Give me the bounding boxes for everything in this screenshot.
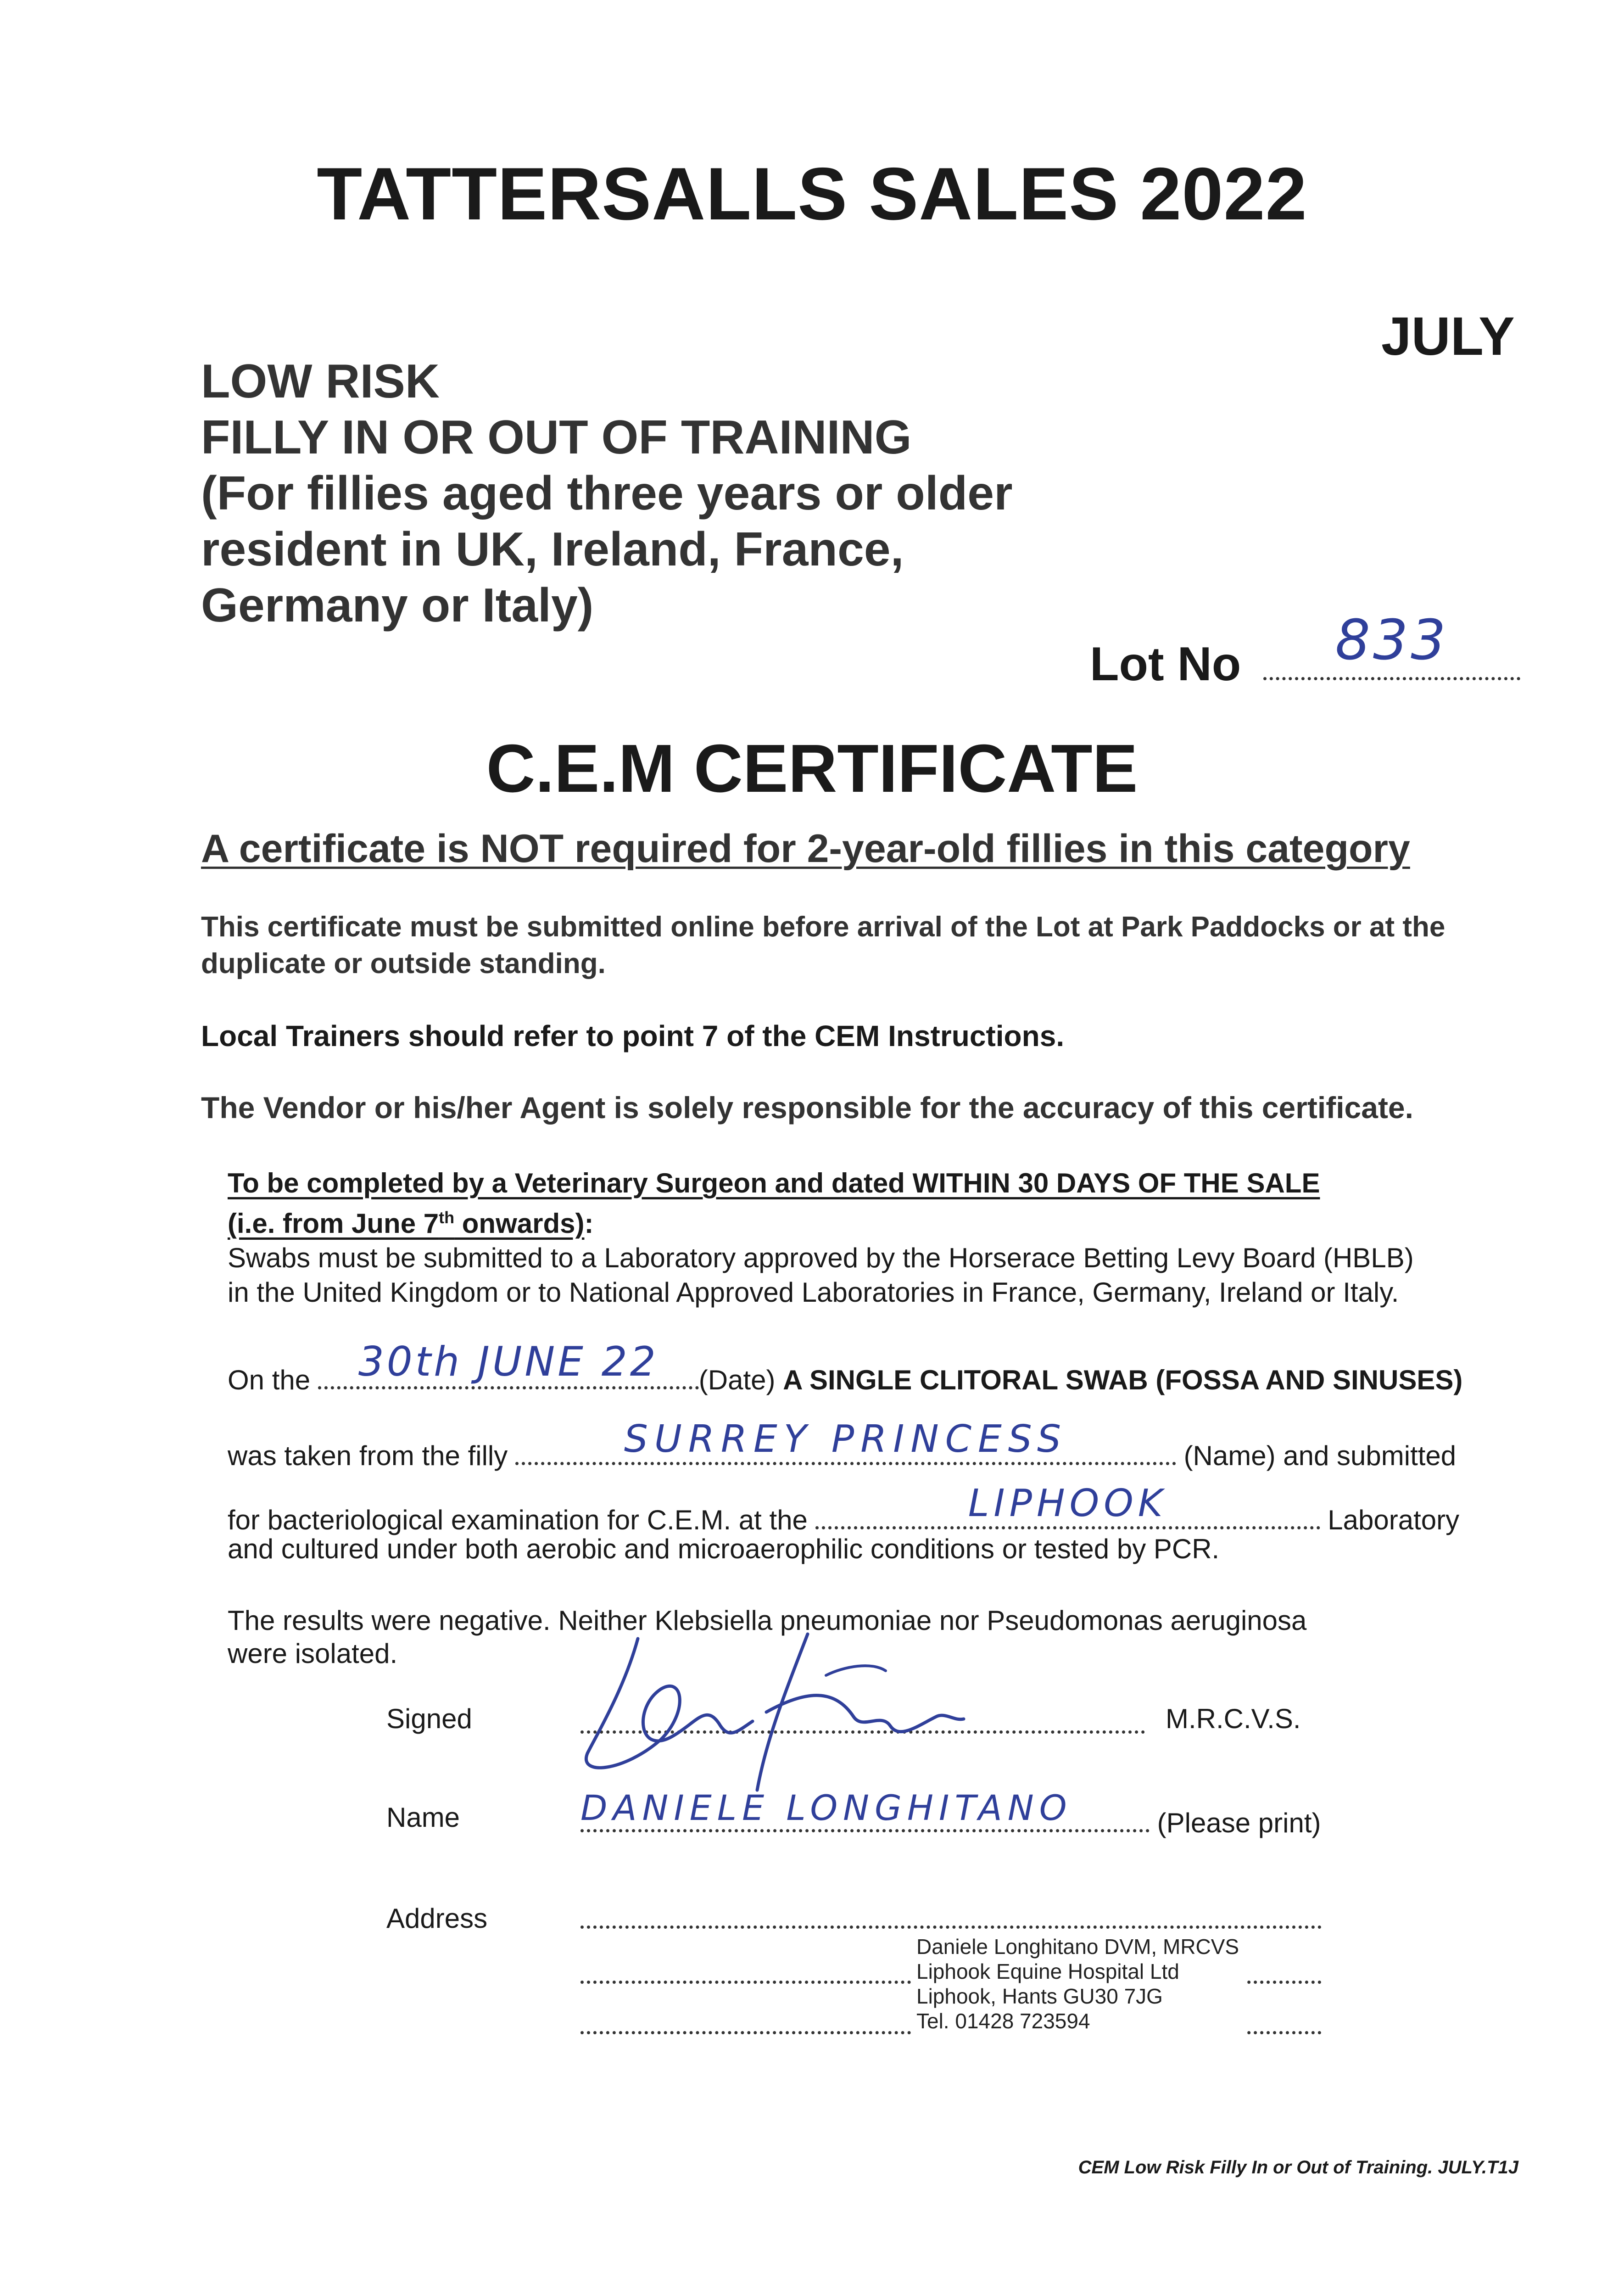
vet-heading: To be completed by a Veterinary Surgeon and dated WITHIN 30 DAYS OF THE SALE xyxy=(228,1168,1320,1198)
page-title: TATTERSALLS SALES 2022 xyxy=(317,152,1307,235)
laboratory-name: LIPHOOK xyxy=(968,1482,1167,1525)
category-block xyxy=(201,353,1013,633)
category-line: LOW RISK xyxy=(201,355,440,408)
date-field[interactable] xyxy=(318,1338,699,1389)
category-line: resident in UK, Ireland, France, xyxy=(201,523,904,576)
address-label: Address xyxy=(386,1903,488,1934)
footer-reference: CEM Low Risk Filly In or Out of Training. JULY.T1J xyxy=(1078,2157,1518,2177)
trainers-note: Local Trainers should refer to point 7 of the CEM Instructions. xyxy=(201,1019,1065,1052)
date-line: On the 30th JUNE 22 (Date) A SINGLE CLITORAL SWAB (FOSSA AND SINUSES) xyxy=(228,1338,1463,1395)
lab-line: for bacteriological examination for C.E.M. at the LIPHOOK Laboratory xyxy=(228,1482,1460,1535)
vet-stamp: Daniele Longhitano DVM, MRCVS Liphook Equine Hospital Ltd Liphook, Hants GU30 7JG Tel. 01428 723594 xyxy=(911,1932,1245,2035)
signature-image xyxy=(569,1620,982,1795)
vet-name: DANIELE LONGHITANO xyxy=(580,1787,1072,1828)
name-field[interactable] xyxy=(580,1787,1150,1832)
mrcvs-label: M.R.C.V.S. xyxy=(1166,1703,1301,1734)
swab-description: A SINGLE CLITORAL SWAB (FOSSA AND SINUSES) xyxy=(783,1365,1463,1395)
vet-heading-dates: (i.e. from June 7th onwards): xyxy=(228,1208,594,1239)
filly-name-field[interactable] xyxy=(515,1417,1176,1465)
culture-line: and cultured under both aerobic and microaerophilic conditions or tested by PCR. xyxy=(228,1534,1220,1564)
filly-line: was taken from the filly SURREY PRINCESS (Name) and submitted xyxy=(228,1417,1457,1471)
results-text: The results were negative. Neither Klebsiella pneumoniae nor Pseudomonas aeruginosa were isolated. xyxy=(228,1605,1307,1669)
category-line: Germany or Italy) xyxy=(201,579,594,632)
lot-label: Lot No xyxy=(1090,638,1241,691)
please-print: (Please print) xyxy=(1157,1808,1321,1838)
laboratory-field[interactable] xyxy=(815,1482,1320,1529)
certificate-title: C.E.M CERTIFICATE xyxy=(486,731,1138,806)
signed-label: Signed xyxy=(386,1703,472,1734)
name-label: Name xyxy=(386,1802,460,1833)
submit-note: This certificate must be submitted online before arrival of the Lot at Park Paddocks or at the duplicate or outside standing. xyxy=(201,911,1445,980)
not-required-notice: A certificate is NOT required for 2-year-old fillies in this category xyxy=(201,827,1410,871)
lot-value: 833 xyxy=(1335,609,1449,672)
vendor-note: The Vendor or his/her Agent is solely responsible for the accuracy of this certificate. xyxy=(201,1091,1413,1125)
date-value: 30th JUNE 22 xyxy=(358,1338,659,1385)
swabs-line: in the United Kingdom or to National Approved Laboratories in France, Germany, Ireland or Italy. xyxy=(228,1277,1399,1308)
swabs-line: Swabs must be submitted to a Laboratory approved by the Horserace Betting Levy Board (HBLB) xyxy=(228,1243,1414,1273)
address-field[interactable] xyxy=(580,1926,1322,1929)
vet-instructions xyxy=(228,1166,1414,1310)
category-line: (For fillies aged three years or older xyxy=(201,467,1013,520)
category-line: FILLY IN OR OUT OF TRAINING xyxy=(201,411,912,464)
name-line xyxy=(580,1787,1321,1839)
sale-month: JULY xyxy=(1381,306,1515,367)
lot-number xyxy=(1090,609,1520,692)
filly-name: SURREY PRINCESS xyxy=(624,1417,1067,1461)
